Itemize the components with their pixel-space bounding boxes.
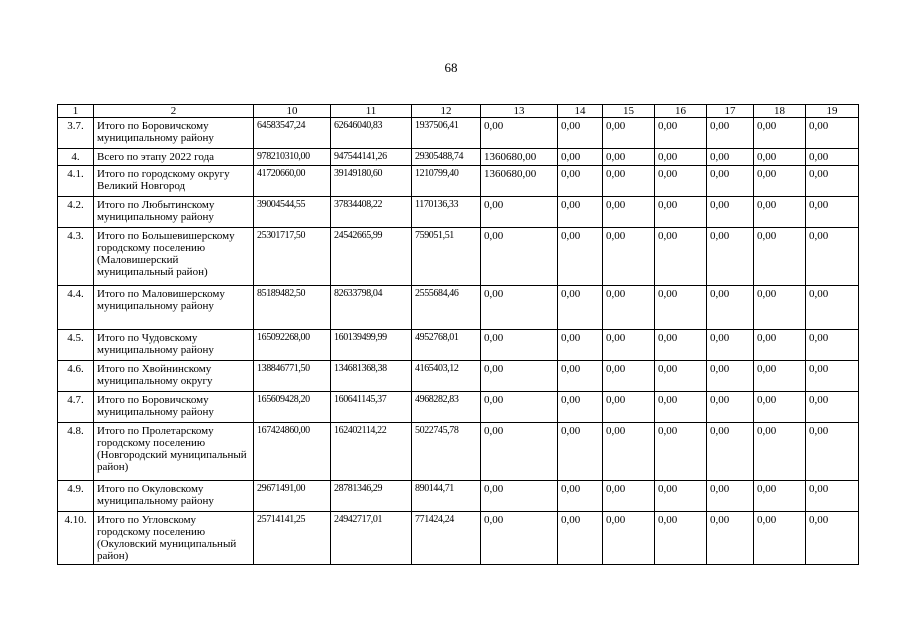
value-cell: 41720660,00 (254, 166, 331, 197)
value-cell: 947544141,26 (331, 149, 412, 166)
value-cell: 1360680,00 (481, 149, 558, 166)
value-cell: 29305488,74 (412, 149, 481, 166)
row-name: Итого по Окуловскому муниципальному району (94, 481, 254, 512)
col-header-14: 14 (558, 105, 603, 118)
value-cell: 0,00 (655, 286, 707, 330)
value-cell: 4952768,01 (412, 330, 481, 361)
col-header-1: 1 (58, 105, 94, 118)
value-cell: 0,00 (603, 228, 655, 286)
value-cell: 890144,71 (412, 481, 481, 512)
value-cell: 0,00 (481, 512, 558, 565)
row-number: 4.1. (58, 166, 94, 197)
table-row (58, 286, 859, 330)
value-cell: 0,00 (558, 197, 603, 228)
value-cell: 39149180,60 (331, 166, 412, 197)
value-cell: 0,00 (558, 330, 603, 361)
value-cell: 0,00 (558, 228, 603, 286)
value-cell: 0,00 (481, 481, 558, 512)
row-name: Всего по этапу 2022 года (94, 149, 254, 166)
value-cell: 0,00 (707, 166, 754, 197)
value-cell: 0,00 (754, 228, 806, 286)
value-cell: 0,00 (603, 423, 655, 481)
value-cell: 0,00 (707, 361, 754, 392)
value-cell: 0,00 (481, 197, 558, 228)
value-cell: 4165403,12 (412, 361, 481, 392)
value-cell: 0,00 (558, 423, 603, 481)
table-row (58, 118, 859, 149)
row-number: 4.2. (58, 197, 94, 228)
value-cell: 0,00 (754, 512, 806, 565)
value-cell: 25301717,50 (254, 228, 331, 286)
row-number: 4.3. (58, 228, 94, 286)
value-cell: 759051,51 (412, 228, 481, 286)
value-cell: 0,00 (707, 228, 754, 286)
value-cell: 0,00 (603, 361, 655, 392)
value-cell: 167424860,00 (254, 423, 331, 481)
budget-table (57, 104, 859, 565)
row-name: Итого по Большевишерскому городскому поселению (Маловишерский муниципальный район) (94, 228, 254, 286)
row-name: Итого по Чудовскому муниципальному району (94, 330, 254, 361)
value-cell: 0,00 (806, 392, 859, 423)
value-cell: 0,00 (806, 481, 859, 512)
value-cell: 0,00 (603, 166, 655, 197)
row-number: 4.9. (58, 481, 94, 512)
value-cell: 0,00 (481, 228, 558, 286)
value-cell: 2555684,46 (412, 286, 481, 330)
value-cell: 0,00 (558, 392, 603, 423)
col-header-13: 13 (481, 105, 558, 118)
value-cell: 165609428,20 (254, 392, 331, 423)
value-cell: 0,00 (558, 166, 603, 197)
value-cell: 0,00 (707, 330, 754, 361)
value-cell: 0,00 (481, 286, 558, 330)
value-cell: 0,00 (603, 286, 655, 330)
value-cell: 0,00 (481, 118, 558, 149)
value-cell: 134681368,38 (331, 361, 412, 392)
value-cell: 0,00 (558, 481, 603, 512)
value-cell: 39004544,55 (254, 197, 331, 228)
value-cell: 37834408,22 (331, 197, 412, 228)
row-number: 3.7. (58, 118, 94, 149)
value-cell: 0,00 (558, 118, 603, 149)
value-cell: 85189482,50 (254, 286, 331, 330)
value-cell: 0,00 (806, 149, 859, 166)
value-cell: 0,00 (754, 197, 806, 228)
col-header-16: 16 (655, 105, 707, 118)
value-cell: 0,00 (603, 481, 655, 512)
row-number: 4.5. (58, 330, 94, 361)
col-header-11: 11 (331, 105, 412, 118)
value-cell: 62646040,83 (331, 118, 412, 149)
row-name: Итого по Хвойнинскому муниципальному округу (94, 361, 254, 392)
value-cell: 0,00 (603, 197, 655, 228)
value-cell: 0,00 (655, 330, 707, 361)
value-cell: 0,00 (707, 118, 754, 149)
value-cell: 0,00 (754, 392, 806, 423)
value-cell: 1360680,00 (481, 166, 558, 197)
table-row (58, 392, 859, 423)
value-cell: 0,00 (806, 512, 859, 565)
value-cell: 0,00 (806, 286, 859, 330)
value-cell: 160641145,37 (331, 392, 412, 423)
value-cell: 0,00 (603, 118, 655, 149)
row-name: Итого по Любытинскому муниципальному району (94, 197, 254, 228)
row-name: Итого по Угловскому городскому поселению (Окуловский муниципальный район) (94, 512, 254, 565)
row-name: Итого по Боровичскому муниципальному району (94, 118, 254, 149)
value-cell: 0,00 (754, 149, 806, 166)
value-cell: 0,00 (806, 118, 859, 149)
row-number: 4.4. (58, 286, 94, 330)
value-cell: 0,00 (754, 286, 806, 330)
value-cell: 0,00 (558, 286, 603, 330)
row-name: Итого по Боровичскому муниципальному району (94, 392, 254, 423)
value-cell: 0,00 (754, 330, 806, 361)
header-row (58, 105, 859, 118)
table-row (58, 166, 859, 197)
table-body (58, 118, 859, 565)
value-cell: 0,00 (558, 361, 603, 392)
value-cell: 0,00 (707, 423, 754, 481)
value-cell: 0,00 (655, 149, 707, 166)
value-cell: 0,00 (754, 481, 806, 512)
value-cell: 0,00 (707, 197, 754, 228)
value-cell: 0,00 (655, 166, 707, 197)
value-cell: 28781346,29 (331, 481, 412, 512)
value-cell: 0,00 (707, 512, 754, 565)
col-header-2: 2 (94, 105, 254, 118)
col-header-15: 15 (603, 105, 655, 118)
value-cell: 0,00 (806, 197, 859, 228)
value-cell: 4968282,83 (412, 392, 481, 423)
table-row (58, 512, 859, 565)
value-cell: 0,00 (754, 423, 806, 481)
value-cell: 24542665,99 (331, 228, 412, 286)
value-cell: 0,00 (603, 512, 655, 565)
value-cell: 0,00 (655, 228, 707, 286)
table-row (58, 197, 859, 228)
value-cell: 24942717,01 (331, 512, 412, 565)
table-row (58, 330, 859, 361)
value-cell: 25714141,25 (254, 512, 331, 565)
value-cell: 0,00 (603, 330, 655, 361)
row-number: 4.6. (58, 361, 94, 392)
value-cell: 978210310,00 (254, 149, 331, 166)
value-cell: 0,00 (707, 286, 754, 330)
value-cell: 1937506,41 (412, 118, 481, 149)
row-name: Итого по Пролетарскому городскому поселению (Новгородский муниципальный район) (94, 423, 254, 481)
value-cell: 165092268,00 (254, 330, 331, 361)
value-cell: 1170136,33 (412, 197, 481, 228)
value-cell: 0,00 (655, 118, 707, 149)
row-number: 4.8. (58, 423, 94, 481)
value-cell: 0,00 (481, 361, 558, 392)
value-cell: 0,00 (655, 481, 707, 512)
value-cell: 160139499,99 (331, 330, 412, 361)
value-cell: 0,00 (603, 149, 655, 166)
value-cell: 64583547,24 (254, 118, 331, 149)
value-cell: 0,00 (655, 423, 707, 481)
table-row (58, 228, 859, 286)
value-cell: 0,00 (754, 166, 806, 197)
col-header-17: 17 (707, 105, 754, 118)
value-cell: 0,00 (806, 330, 859, 361)
table-row (58, 149, 859, 166)
value-cell: 771424,24 (412, 512, 481, 565)
value-cell: 0,00 (481, 330, 558, 361)
row-number: 4. (58, 149, 94, 166)
value-cell: 0,00 (707, 149, 754, 166)
value-cell: 0,00 (655, 361, 707, 392)
table-row (58, 423, 859, 481)
col-header-10: 10 (254, 105, 331, 118)
row-number: 4.10. (58, 512, 94, 565)
value-cell: 82633798,04 (331, 286, 412, 330)
col-header-12: 12 (412, 105, 481, 118)
value-cell: 1210799,40 (412, 166, 481, 197)
col-header-19: 19 (806, 105, 859, 118)
value-cell: 0,00 (707, 392, 754, 423)
value-cell: 0,00 (655, 392, 707, 423)
row-number: 4.7. (58, 392, 94, 423)
value-cell: 0,00 (707, 481, 754, 512)
value-cell: 29671491,00 (254, 481, 331, 512)
value-cell: 0,00 (655, 197, 707, 228)
row-name: Итого по городскому округу Великий Новгород (94, 166, 254, 197)
value-cell: 0,00 (806, 361, 859, 392)
value-cell: 0,00 (558, 149, 603, 166)
value-cell: 138846771,50 (254, 361, 331, 392)
value-cell: 0,00 (481, 423, 558, 481)
value-cell: 0,00 (806, 166, 859, 197)
value-cell: 0,00 (481, 392, 558, 423)
value-cell: 162402114,22 (331, 423, 412, 481)
value-cell: 0,00 (754, 118, 806, 149)
page-number: 68 (444, 60, 458, 75)
value-cell: 0,00 (754, 361, 806, 392)
row-name: Итого по Маловишерскому муниципальному району (94, 286, 254, 330)
value-cell: 5022745,78 (412, 423, 481, 481)
value-cell: 0,00 (806, 423, 859, 481)
value-cell: 0,00 (806, 228, 859, 286)
value-cell: 0,00 (603, 392, 655, 423)
value-cell: 0,00 (655, 512, 707, 565)
col-header-18: 18 (754, 105, 806, 118)
table-row (58, 361, 859, 392)
table-row (58, 481, 859, 512)
value-cell: 0,00 (558, 512, 603, 565)
